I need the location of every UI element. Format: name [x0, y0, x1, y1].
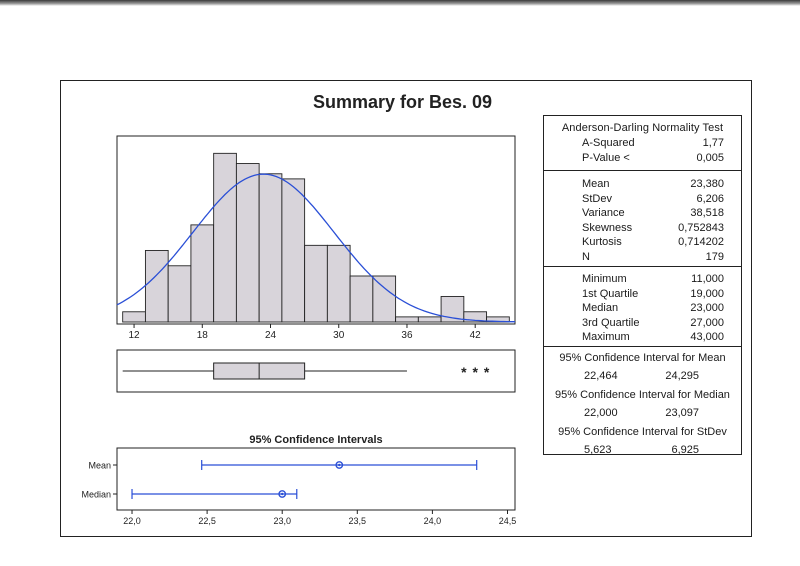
stat-label: Mean — [582, 178, 610, 190]
stat-row — [544, 192, 741, 207]
stat-row — [544, 136, 741, 151]
stat-value: 11,000 — [691, 273, 724, 285]
stat-row — [544, 235, 741, 250]
histogram-bar — [327, 245, 350, 322]
histogram-bar — [214, 153, 237, 322]
stat-value: 0,005 — [696, 151, 724, 164]
hist-tick-label: 42 — [469, 330, 481, 341]
ci-low: 22,000 — [584, 407, 618, 419]
ci-high: 6,925 — [671, 444, 699, 456]
stat-row — [544, 206, 741, 221]
ci-tick-label: 22,5 — [198, 516, 216, 526]
ci-tick-label: 23,0 — [273, 516, 291, 526]
histogram-bar — [418, 317, 441, 322]
outlier-marker: * — [461, 364, 467, 380]
ci-tick-label: 22,0 — [123, 516, 141, 526]
stat-label: Kurtosis — [582, 236, 622, 248]
ci-high: 23,097 — [665, 407, 699, 419]
ci-median-values — [544, 401, 741, 419]
confidence-section — [544, 347, 741, 460]
histogram-x-axis — [128, 324, 481, 341]
stat-label: 3rd Quartile — [582, 316, 640, 329]
histogram-bar — [236, 164, 259, 322]
moments-section — [544, 171, 741, 267]
histogram-bar — [145, 250, 168, 322]
stats-panel — [543, 115, 742, 455]
normality-header: Anderson-Darling Normality Test — [561, 122, 724, 134]
ci-plot-area — [117, 448, 515, 510]
stat-row — [544, 287, 741, 302]
stat-value: 43,000 — [690, 331, 724, 343]
normality-section — [544, 116, 741, 171]
histogram-bar — [191, 225, 214, 322]
histogram-bar — [282, 179, 305, 322]
stat-label: A-Squared — [582, 137, 635, 149]
ci-median-header: 95% Confidence Interval for Median — [555, 389, 730, 401]
ci-estimate-dot — [338, 464, 340, 466]
histogram-bar — [259, 174, 282, 322]
stat-label: Median — [582, 302, 619, 314]
quantiles-section — [544, 267, 741, 347]
histogram-bar — [305, 245, 328, 322]
outlier-marker: * — [483, 364, 490, 380]
ci-estimate-dot — [281, 493, 283, 495]
page-title: Summary for Bes. 09 — [312, 92, 493, 112]
stat-value: 23,380 — [690, 178, 724, 190]
stat-label: Skewness — [582, 221, 633, 234]
ci-low: 22,464 — [584, 370, 618, 382]
stat-row — [544, 316, 741, 331]
stat-label: Variance — [582, 207, 625, 219]
stat-row — [544, 151, 741, 166]
hist-tick-label: 18 — [196, 330, 208, 341]
histogram-bar — [350, 276, 373, 322]
stat-label: Minimum — [582, 273, 627, 285]
stat-label: Maximum — [582, 331, 630, 343]
ci-mean-header: 95% Confidence Interval for Mean — [559, 352, 726, 364]
histogram-bar — [168, 266, 191, 322]
stat-value: 19,000 — [690, 287, 724, 300]
ci-row-label: Mean — [88, 460, 111, 471]
ci-low: 5,623 — [584, 444, 612, 456]
stat-value: 179 — [705, 250, 724, 263]
hist-tick-label: 36 — [401, 330, 413, 341]
ci-chart-title: 95% Confidence Intervals — [249, 434, 383, 446]
stat-value: 0,714202 — [678, 236, 724, 248]
stat-label: P-Value < — [582, 151, 630, 164]
outlier-marker: * — [472, 364, 478, 380]
ci-stdev-values — [544, 438, 741, 456]
stat-label: StDev — [582, 192, 612, 205]
stat-row — [544, 301, 741, 316]
ci-row-label: Median — [81, 489, 111, 500]
hist-tick-label: 24 — [264, 330, 277, 341]
ci-tick-label: 23,5 — [348, 516, 367, 526]
ci-tick-label: 24,0 — [423, 516, 442, 526]
ci-high: 24,295 — [665, 370, 699, 382]
stat-value: 23,000 — [690, 302, 724, 314]
stat-row — [544, 272, 741, 287]
hist-tick-label: 30 — [333, 330, 345, 341]
ci-stdev-header: 95% Confidence Interval for StDev — [558, 426, 727, 438]
stat-label: N — [582, 250, 590, 263]
stat-value: 1,77 — [702, 137, 724, 149]
histogram-bar — [123, 312, 146, 322]
stat-row — [544, 330, 741, 345]
histogram-bar — [373, 276, 396, 322]
histogram-bar — [396, 317, 419, 322]
stat-value: 0,752843 — [678, 221, 724, 234]
stat-row — [544, 221, 741, 236]
stat-row — [544, 177, 741, 192]
stat-value: 38,518 — [690, 207, 724, 219]
ci-tick-label: 24,5 — [498, 516, 517, 526]
stat-row — [544, 250, 741, 265]
ci-mean-values — [544, 364, 741, 382]
stat-value: 6,206 — [696, 192, 724, 205]
stat-label: 1st Quartile — [582, 287, 639, 300]
hist-tick-label: 12 — [128, 330, 140, 341]
stat-value: 27,000 — [690, 316, 724, 329]
